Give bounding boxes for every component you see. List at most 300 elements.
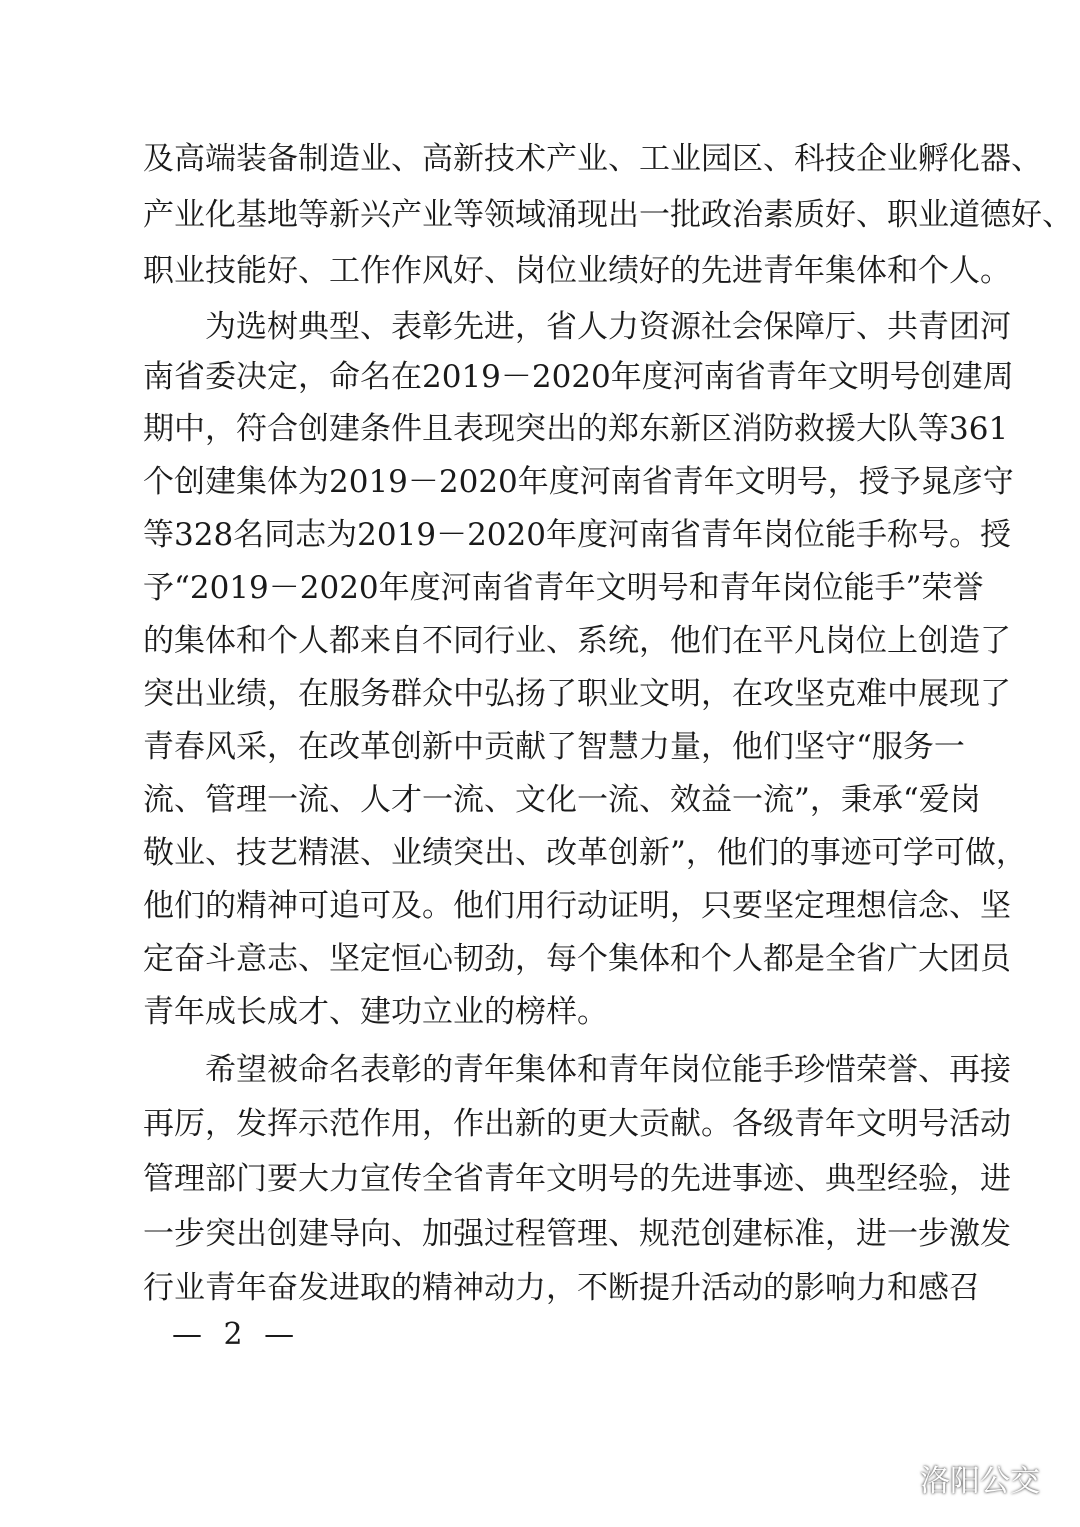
line-token: 河: [579, 464, 611, 500]
line-token: 突: [205, 1216, 236, 1252]
line-token: 区: [701, 411, 732, 447]
line-token: ，: [546, 1270, 577, 1306]
line-token: 青: [143, 729, 174, 765]
line-token: 位: [856, 623, 887, 659]
line-token: ，: [701, 676, 732, 712]
line-token: 创: [920, 359, 952, 395]
paragraph-line: 青年成长成才、建功立业的榜样。: [143, 994, 608, 1030]
line-token: 迹: [763, 1161, 794, 1197]
line-token: 号: [918, 1106, 949, 1142]
line-token: 了: [980, 676, 1011, 712]
line-token: 流: [453, 782, 484, 818]
line-token: 群: [391, 676, 422, 712]
line-token: 科: [794, 141, 825, 177]
line-token: 明: [577, 1161, 608, 1197]
line-token: 挥: [267, 1106, 298, 1142]
line-token: 建: [205, 464, 236, 500]
line-token: 加: [422, 1216, 453, 1252]
line-token: 度: [576, 517, 608, 553]
line-token: 动: [577, 888, 608, 924]
line-token: 的: [205, 888, 236, 924]
line-token: 标: [763, 1216, 794, 1252]
line-token: 只: [701, 888, 732, 924]
line-token: 工: [639, 141, 670, 177]
line-token: 坚: [763, 888, 794, 924]
line-token: 地: [267, 197, 298, 233]
line-token: 力: [639, 729, 670, 765]
line-token: 务: [360, 676, 391, 712]
line-token: 力: [329, 1161, 360, 1197]
line-token: 大: [608, 1106, 639, 1142]
line-token: 源: [670, 309, 701, 345]
paragraph-line: [143, 409, 1009, 449]
line-token: 各: [732, 1106, 763, 1142]
paragraph-line: 职业技能好、工作作风好、岗位业绩好的先进青年集体和个人。: [143, 253, 1011, 289]
line-token: 能: [843, 570, 875, 606]
line-token: 荣: [921, 570, 953, 606]
line-token: 他: [732, 729, 763, 765]
line-token: 一: [267, 782, 298, 818]
line-token: 文: [515, 782, 546, 818]
line-token: 明: [626, 570, 658, 606]
line-token: 创: [267, 1216, 298, 1252]
line-token: 艺: [267, 835, 298, 871]
line-token: 激: [949, 1216, 980, 1252]
line-token: 新: [515, 1106, 546, 1142]
line-token: 韧: [453, 941, 484, 977]
line-token: 体: [546, 1052, 577, 1088]
line-token: 省: [734, 359, 766, 395]
line-token: 岗: [825, 623, 856, 659]
line-token: 扬: [515, 676, 546, 712]
line-token: 示: [298, 1106, 329, 1142]
line-token: 改: [546, 835, 577, 871]
line-token: “: [174, 570, 190, 606]
line-token: 予: [143, 570, 174, 606]
line-token: 技: [484, 141, 515, 177]
line-token: 一: [639, 197, 670, 233]
line-token: 彰: [391, 1052, 422, 1088]
line-token: ，: [515, 309, 546, 345]
line-token: 省: [502, 570, 534, 606]
line-token: 技: [825, 141, 856, 177]
line-token: 秉: [840, 782, 872, 818]
line-token: 命: [329, 359, 360, 395]
line-token: 突: [515, 411, 546, 447]
line-token: 再: [949, 1052, 980, 1088]
line-token: 、: [546, 623, 577, 659]
line-token: 望: [236, 1052, 267, 1088]
line-token: 省: [641, 464, 673, 500]
line-token: 坚: [794, 676, 825, 712]
line-token: 突: [143, 676, 174, 712]
line-token: 南: [143, 359, 174, 395]
line-token: 全: [825, 941, 856, 977]
line-token: 年: [703, 464, 735, 500]
line-token: 年: [564, 570, 596, 606]
line-token: 德: [980, 197, 1011, 233]
line-token: 文: [546, 1161, 577, 1197]
line-token: 新: [639, 835, 670, 871]
line-token: 出: [484, 835, 515, 871]
line-token: 力: [515, 1270, 546, 1306]
line-token: 管: [143, 1161, 174, 1197]
line-token: 追: [329, 888, 360, 924]
line-token: 学: [902, 835, 934, 871]
line-token: 大: [918, 941, 949, 977]
line-token: 位: [812, 570, 844, 606]
line-token: 周: [982, 359, 1014, 395]
line-token: 业: [918, 197, 949, 233]
line-token: 可: [871, 835, 903, 871]
line-token: 青: [672, 464, 704, 500]
line-token: 可: [360, 888, 391, 924]
line-token: 化: [205, 197, 236, 233]
line-token: 团: [949, 941, 980, 977]
line-token: 献: [670, 1106, 701, 1142]
line-token: 年: [484, 1052, 515, 1088]
line-token: 为: [326, 517, 358, 553]
line-token: 东: [639, 411, 670, 447]
line-token: 和: [577, 1052, 608, 1088]
line-token: 想: [856, 888, 887, 924]
line-token: 业: [515, 623, 546, 659]
line-token: 条: [360, 411, 391, 447]
line-token: 且: [422, 411, 453, 447]
line-token: 明: [670, 676, 701, 712]
line-token: 神: [453, 1270, 484, 1306]
line-token: 业: [670, 141, 701, 177]
line-token: 在: [298, 676, 329, 712]
line-token: 防: [763, 411, 794, 447]
line-token: 证: [608, 888, 639, 924]
line-token: 年: [825, 1106, 856, 1142]
line-token: 。: [948, 517, 980, 553]
line-token: 行: [143, 1270, 174, 1306]
line-token: 同: [264, 517, 296, 553]
wechat-icon: [872, 1461, 912, 1495]
line-token: 验: [918, 1161, 949, 1197]
line-token: 名: [360, 359, 391, 395]
line-token: 志: [267, 941, 298, 977]
line-token: 体: [267, 464, 298, 500]
line-token: 的: [763, 1270, 794, 1306]
line-token: 、: [360, 835, 391, 871]
line-token: 业: [360, 141, 391, 177]
line-token: 能: [824, 517, 856, 553]
line-token: 年: [517, 464, 549, 500]
line-token: 进: [980, 1161, 1011, 1197]
line-token: 好: [1011, 197, 1042, 233]
line-token: 、: [918, 1052, 949, 1088]
line-token: 再: [143, 1106, 174, 1142]
line-token: 领: [484, 197, 515, 233]
line-token: 可: [298, 888, 329, 924]
line-token: 社: [701, 309, 732, 345]
line-token: 彰: [422, 309, 453, 345]
line-token: 、: [298, 941, 329, 977]
line-token: 号: [608, 1161, 639, 1197]
line-token: 流: [143, 782, 174, 818]
line-token: 员: [980, 941, 1011, 977]
line-token: 了: [980, 623, 1011, 659]
line-token: 建: [298, 1216, 329, 1252]
line-token: 大: [298, 1161, 329, 1197]
line-token: 南: [638, 517, 670, 553]
line-token: 全: [422, 1161, 453, 1197]
line-token: 业: [887, 141, 918, 177]
line-token: 和: [236, 623, 267, 659]
line-token: 坚: [794, 729, 825, 765]
line-token: 化: [546, 782, 577, 818]
line-token: 河: [440, 570, 472, 606]
line-token: 、: [391, 141, 422, 177]
line-token: 定: [143, 941, 174, 977]
line-token: 精: [236, 888, 267, 924]
line-token: 、: [639, 782, 670, 818]
line-token: 件: [391, 411, 422, 447]
paragraph-line: [143, 357, 1014, 397]
line-token: 、: [1042, 197, 1073, 233]
line-token: 省: [669, 517, 701, 553]
line-token: 的: [391, 1270, 422, 1306]
line-token: 产: [391, 197, 422, 233]
line-token: 端: [205, 141, 236, 177]
line-token: 典: [825, 1161, 856, 1197]
line-token: 理: [236, 782, 267, 818]
line-token: 、: [484, 782, 515, 818]
line-token: 业: [174, 197, 205, 233]
line-token: 文: [827, 359, 859, 395]
line-token: 务: [902, 729, 934, 765]
line-token: 328: [174, 517, 234, 553]
line-token: 攻: [763, 676, 794, 712]
line-token: 准: [794, 1216, 825, 1252]
line-token: 和: [688, 570, 720, 606]
line-token: 命: [298, 1052, 329, 1088]
line-token: 创: [701, 1216, 732, 1252]
line-token: 创: [608, 835, 639, 871]
line-token: 2019－2020: [357, 517, 546, 553]
line-token: 中: [174, 411, 205, 447]
line-token: 个: [143, 464, 174, 500]
page-number: — 2 —: [172, 1317, 301, 1352]
line-token: 青: [484, 1161, 515, 1197]
paragraph-line: [143, 1214, 1011, 1254]
line-token: ，: [825, 1216, 856, 1252]
paragraph-line: [205, 1050, 1011, 1090]
line-token: 河: [672, 359, 704, 395]
line-token: 等: [918, 411, 949, 447]
line-token: 、: [1011, 141, 1042, 177]
line-token: 出: [484, 1106, 515, 1142]
line-token: 的: [422, 1052, 453, 1088]
line-token: 、: [174, 782, 205, 818]
line-token: 采: [236, 729, 267, 765]
line-token: 的: [143, 623, 174, 659]
line-token: 惜: [825, 1052, 856, 1088]
line-token: ，: [809, 782, 841, 818]
line-token: 授: [858, 464, 890, 500]
line-token: 展: [918, 676, 949, 712]
line-token: 河: [980, 309, 1011, 345]
line-token: 南: [471, 570, 503, 606]
line-token: 能: [732, 1052, 763, 1088]
line-token: 集: [515, 1052, 546, 1088]
line-token: 定: [360, 941, 391, 977]
line-token: 年: [378, 570, 410, 606]
line-token: 手: [763, 1052, 794, 1088]
line-token: 现: [577, 197, 608, 233]
line-token: 业: [205, 676, 236, 712]
line-token: 进: [484, 309, 515, 345]
line-token: 晁: [920, 464, 952, 500]
line-token: 发: [298, 1270, 329, 1306]
line-token: 们: [701, 623, 732, 659]
line-token: 出: [546, 411, 577, 447]
line-token: 度: [548, 464, 580, 500]
line-token: 精: [422, 1270, 453, 1306]
line-token: 个: [577, 941, 608, 977]
paragraph-line: [143, 462, 1014, 502]
line-token: 服: [329, 676, 360, 712]
line-token: 感: [918, 1270, 949, 1306]
line-token: 新: [329, 197, 360, 233]
line-token: 流: [763, 782, 794, 818]
line-token: 青: [794, 1106, 825, 1142]
paragraph-line: [143, 515, 1011, 555]
line-token: 予: [889, 464, 921, 500]
line-token: 更: [577, 1106, 608, 1142]
line-token: 度: [641, 359, 673, 395]
line-token: ，: [298, 359, 329, 395]
line-token: ，: [205, 411, 236, 447]
line-token: 来: [360, 623, 391, 659]
line-token: 一: [887, 1216, 918, 1252]
line-token: 集: [174, 623, 205, 659]
line-token: 在: [298, 729, 329, 765]
line-token: 信: [887, 888, 918, 924]
line-token: 奋: [174, 941, 205, 977]
line-token: 队: [887, 411, 918, 447]
line-token: 取: [360, 1270, 391, 1306]
line-token: 被: [267, 1052, 298, 1088]
line-token: 在: [732, 623, 763, 659]
line-token: 誉: [887, 1052, 918, 1088]
line-token: 年: [796, 359, 828, 395]
paragraph-line: [143, 568, 984, 608]
line-token: 中: [453, 729, 484, 765]
line-token: 每: [546, 941, 577, 977]
line-token: 流: [608, 782, 639, 818]
line-token: 会: [732, 309, 763, 345]
line-token: 人: [360, 782, 391, 818]
line-token: 位: [701, 1052, 732, 1088]
line-token: 年: [610, 359, 642, 395]
line-token: 园: [701, 141, 732, 177]
line-token: 动: [732, 1270, 763, 1306]
line-token: 接: [980, 1052, 1011, 1088]
line-token: 明: [765, 464, 797, 500]
line-token: 明: [639, 888, 670, 924]
paragraph-line: [143, 1159, 1011, 1199]
line-token: ，: [701, 729, 732, 765]
line-token: 位: [793, 517, 825, 553]
line-token: 强: [453, 1216, 484, 1252]
line-token: 理: [577, 1216, 608, 1252]
line-token: 益: [701, 782, 732, 818]
line-token: 、: [608, 141, 639, 177]
line-token: 年: [515, 1161, 546, 1197]
line-token: 年: [236, 1270, 267, 1306]
line-token: 范: [329, 1106, 360, 1142]
line-token: 厅: [825, 309, 856, 345]
line-token: ，: [827, 464, 859, 500]
paragraph-line: [143, 727, 965, 767]
line-token: 精: [298, 835, 329, 871]
line-token: 符: [236, 411, 267, 447]
line-token: 名: [329, 1052, 360, 1088]
line-token: 青: [918, 309, 949, 345]
line-token: 中: [887, 676, 918, 712]
line-token: 服: [871, 729, 903, 765]
line-token: 不: [577, 1270, 608, 1306]
line-token: 表: [391, 309, 422, 345]
line-token: 备: [267, 141, 298, 177]
line-token: ，: [267, 676, 298, 712]
line-token: 克: [825, 676, 856, 712]
line-token: 理: [825, 888, 856, 924]
line-token: 用: [515, 888, 546, 924]
line-token: 、: [794, 1161, 825, 1197]
line-token: 建: [732, 1216, 763, 1252]
line-token: 活: [949, 1106, 980, 1142]
line-token: 们: [174, 888, 205, 924]
line-token: 、: [608, 1216, 639, 1252]
line-token: 心: [422, 941, 453, 977]
line-token: 表: [453, 411, 484, 447]
line-token: 、: [856, 309, 887, 345]
line-token: 他: [453, 888, 484, 924]
line-token: 流: [298, 782, 329, 818]
line-token: 先: [670, 1161, 701, 1197]
line-token: 个: [267, 623, 298, 659]
line-token: 理: [174, 1161, 205, 1197]
line-token: 作: [360, 1106, 391, 1142]
line-token: 门: [236, 1161, 267, 1197]
line-token: 产: [546, 141, 577, 177]
line-token: 资: [639, 309, 670, 345]
line-token: 为: [298, 464, 329, 500]
line-token: 动: [484, 1270, 515, 1306]
line-token: 年: [639, 1052, 670, 1088]
line-token: 2019－2020: [189, 570, 379, 606]
line-token: 人: [732, 941, 763, 977]
line-token: 先: [453, 309, 484, 345]
line-token: 出: [608, 197, 639, 233]
line-token: 建: [951, 359, 983, 395]
line-token: ，: [205, 1106, 236, 1142]
line-token: 化: [949, 141, 980, 177]
line-token: 行: [484, 623, 515, 659]
line-token: 发: [236, 1106, 267, 1142]
line-token: 青: [700, 517, 732, 553]
line-token: 2019－2020: [422, 359, 611, 395]
line-token: 奋: [267, 1270, 298, 1306]
line-token: 救: [794, 411, 825, 447]
line-token: 为: [205, 309, 236, 345]
line-token: 都: [329, 623, 360, 659]
